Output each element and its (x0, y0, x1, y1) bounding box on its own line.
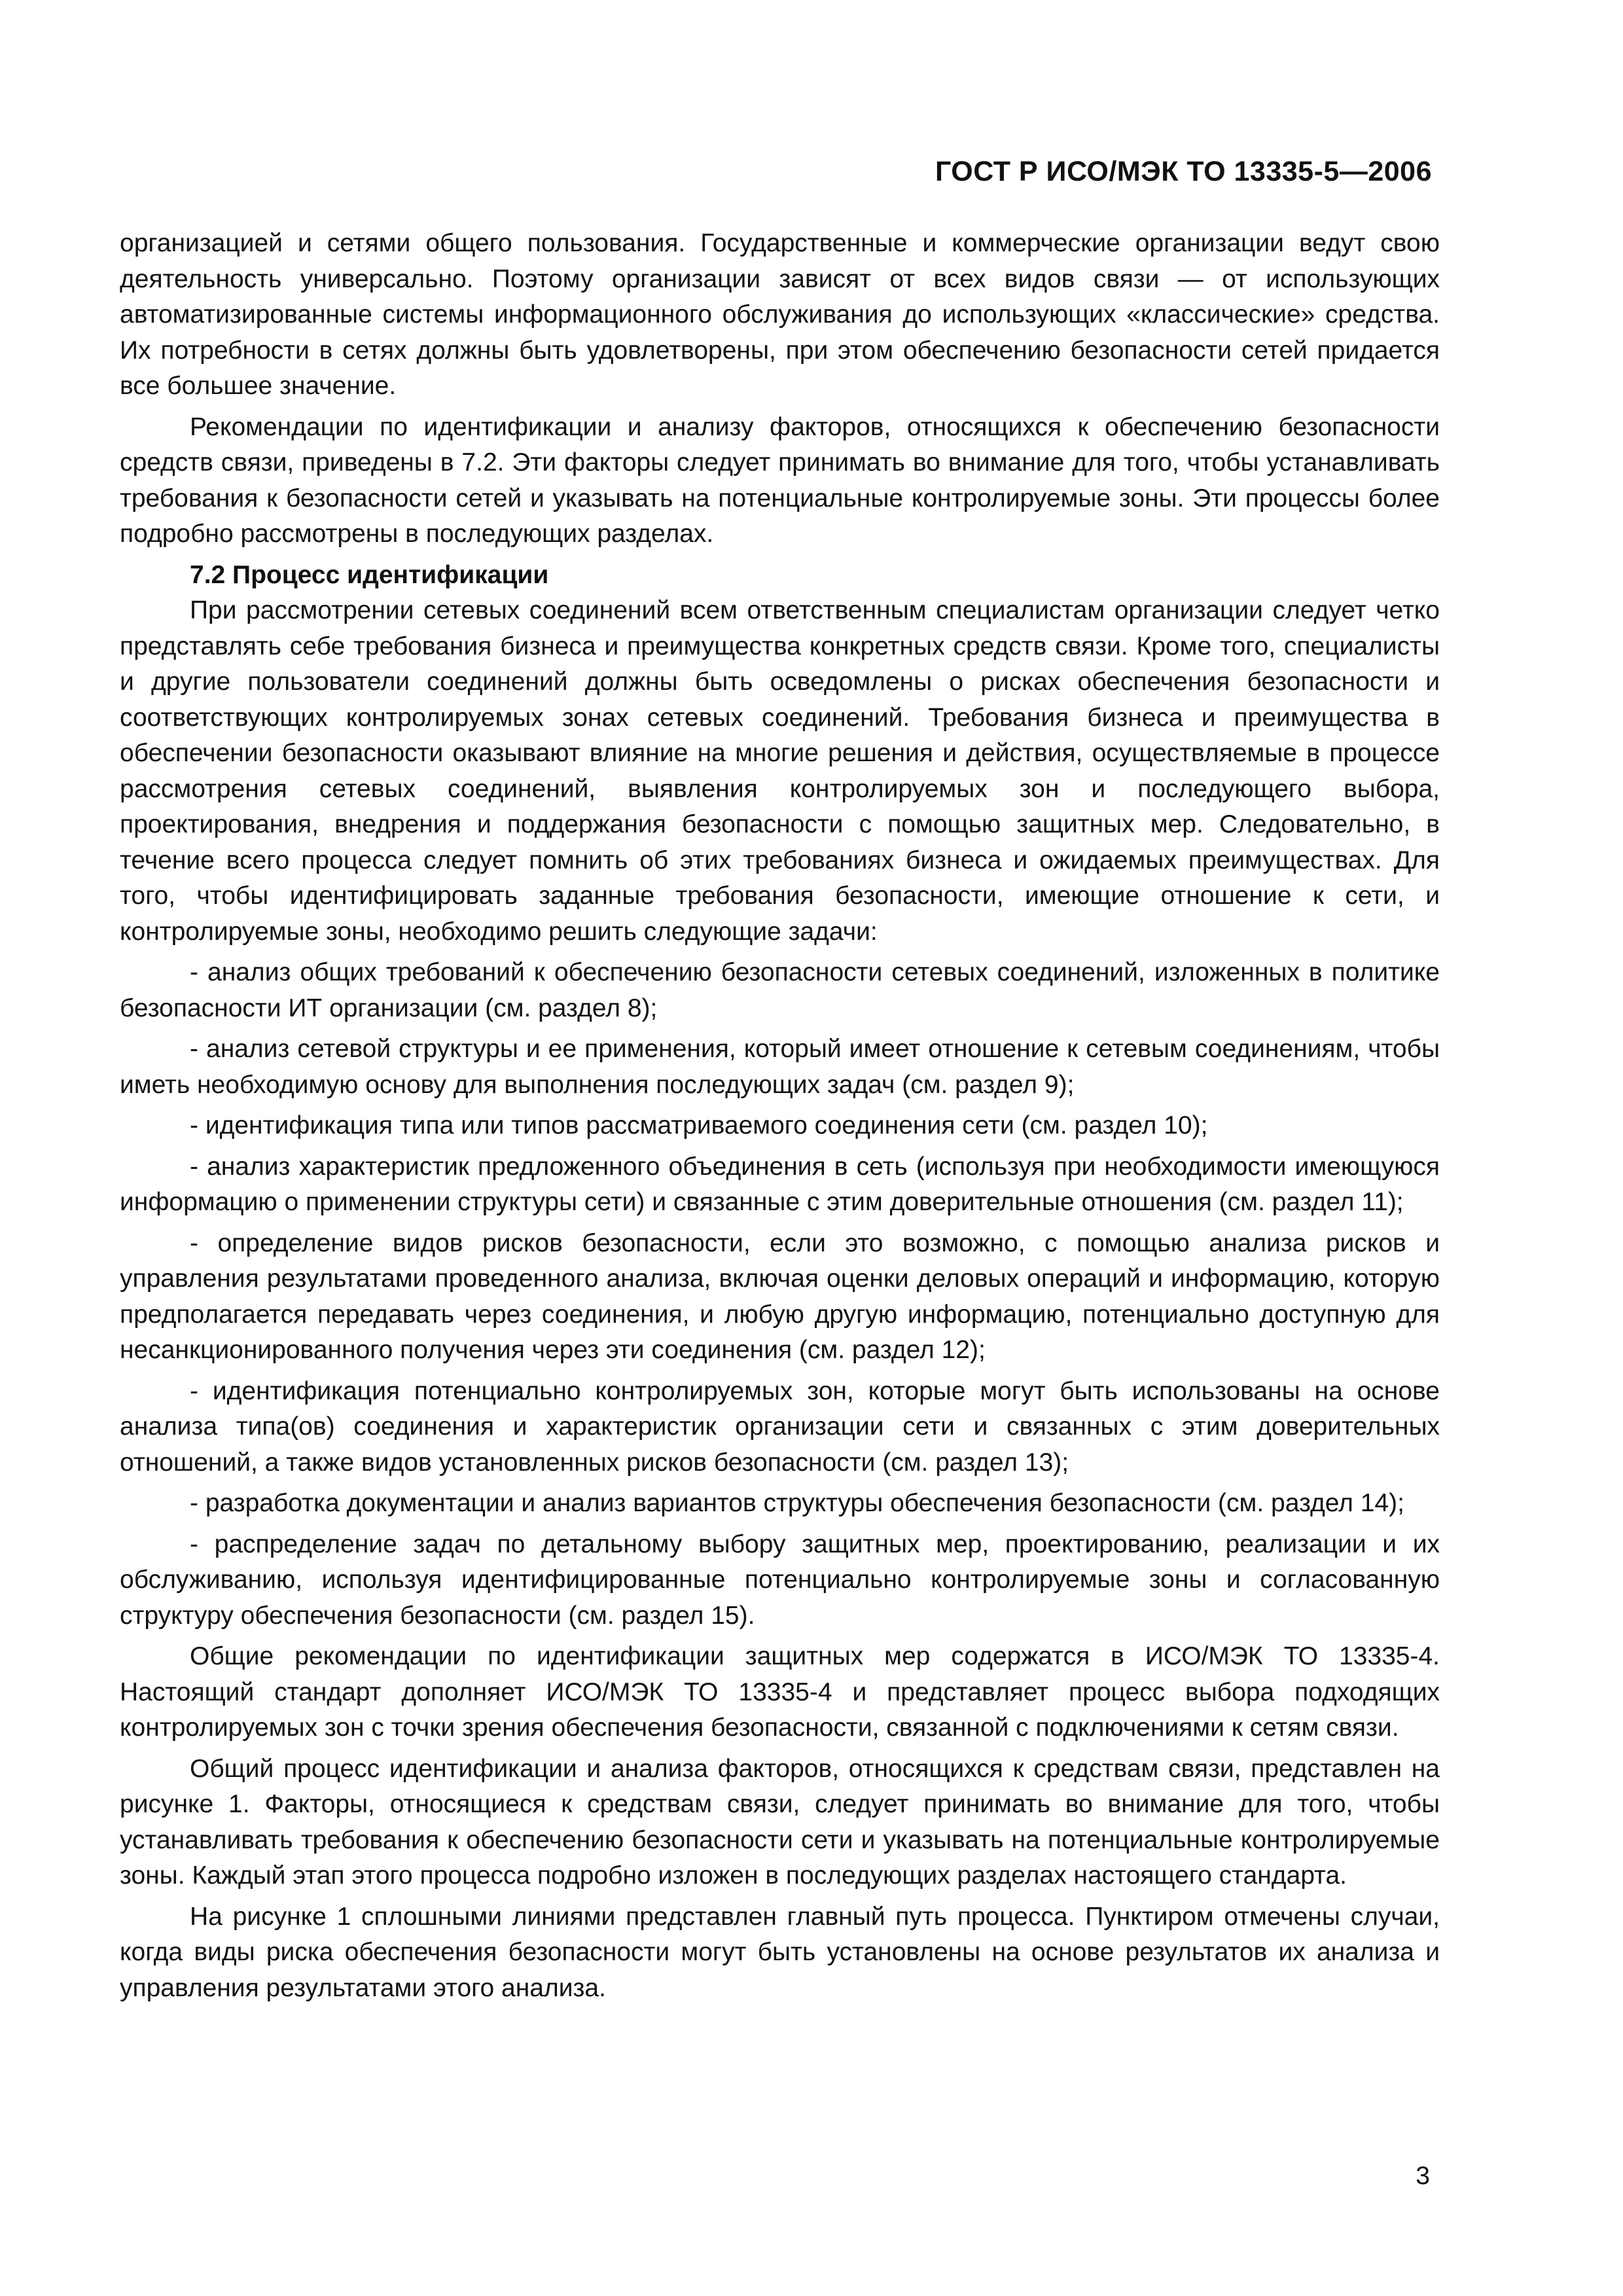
paragraph: На рисунке 1 сплошными линиями представлен главный путь процесса. Пунктиром отмечены случаи, когда виды риска обеспечения безопасности могут быть установлены на основе результатов их анализа и управления результатами этого анализа. (120, 1902, 1440, 2002)
document-header: ГОСТ Р ИСО/МЭК ТО 13335-5—2006 (935, 156, 1432, 187)
page-body (120, 226, 1440, 2011)
paragraph: Общий процесс идентификации и анализа факторов, относящихся к средствам связи, представлен на рисунке 1. Факторы, относящиеся к средствам связи, следует принимать во внимание для того, чтобы устанавливать требования к обеспечению безопасности сети и указывать на потенциальные контролируемые зоны. Каждый этап этого процесса подробно изложен в последующих разделах настоящего стандарта. (120, 1754, 1440, 1890)
paragraph: При рассмотрении сетевых соединений всем ответственным специалистам организации следует четко представлять себе требования бизнеса и преимущества конкретных средств связи. Кроме того, специалисты и другие пользователи соединений должны быть осведомлены о рисках обеспечения безопасности и соответствующих контролируемых зонах сетевых соединений. Требования бизнеса и преимущества в обеспечении безопасности оказывают влияние на многие решения и действия, осуществляемые в процессе рассмотрения сетевых соединений, выявления контролируемых зон и последующего выбора, проектирования, внедрения и поддержания безопасности с помощью защитных мер. Следовательно, в течение всего процесса следует помнить об этих требованиях бизнеса и ожидаемых преимуществах. Для того, чтобы идентифицировать заданные требования безопасности, имеющие отношение к сети, и контролируемые зоны, необходимо решить следующие задачи: (120, 596, 1440, 946)
section-heading: 7.2 Процесс идентификации (190, 560, 549, 589)
list-item: - анализ характеристик предложенного объединения в сеть (используя при необходимости имеющуюся информацию о применении структуры сети) и связанные с этим доверительные отношения (см. раздел 11); (120, 1152, 1440, 1216)
page-number: 3 (1416, 2162, 1430, 2190)
list-item: - разработка документации и анализ вариантов структуры обеспечения безопасности (см. раздел 14); (190, 1489, 1404, 1517)
list-item: - идентификация потенциально контролируемых зон, которые могут быть использованы на основе анализа типа(ов) соединения и характеристик организации сети и связанных с этим доверительных отношений, а также видов установленных рисков безопасности (см. раздел 13); (120, 1376, 1440, 1477)
list-item: - анализ общих требований к обеспечению безопасности сетевых соединений, изложенных в политике безопасности ИТ организации (см. раздел 8); (120, 958, 1440, 1022)
list-item: - анализ сетевой структуры и ее применения, который имеет отношение к сетевым соединениям, чтобы иметь необходимую основу для выполнения последующих задач (см. раздел 9); (120, 1035, 1440, 1099)
paragraph: Общие рекомендации по идентификации защитных мер содержатся в ИСО/МЭК ТО 13335-4. Настоящий стандарт дополняет ИСО/МЭК ТО 13335-4 и представляет процесс выбора подходящих контролируемых зон с точки зрения обеспечения безопасности, связанной с подключениями к сетям связи. (120, 1642, 1440, 1742)
list-item: - определение видов рисков безопасности, если это возможно, с помощью анализа рисков и управления результатами проведенного анализа, включая оценки деловых операций и информацию, которую предполагается передавать через соединения, и любую другую информацию, потенциально доступную для несанкционированного получения через эти соединения (см. раздел 12); (120, 1229, 1440, 1364)
paragraph: Рекомендации по идентификации и анализу факторов, относящихся к обеспечению безопасности средств связи, приведены в 7.2. Эти факторы следует принимать во внимание для того, чтобы устанавливать требования к безопасности сетей и указывать на потенциальные контролируемые зоны. Эти процессы более подробно рассмотрены в последующих разделах. (120, 412, 1440, 548)
list-item: - идентификация типа или типов рассматриваемого соединения сети (см. раздел 10); (190, 1111, 1208, 1139)
paragraph-continuation: организацией и сетями общего пользования. Государственные и коммерческие организации ведут свою деятельность универсально. Поэтому организации зависят от всех видов связи — от использующих автоматизированные системы информационного обслуживания до использующих «классические» средства. Их потребности в сетях должны быть удовлетворены, при этом обеспечению безопасности сетей придается все большее значение. (120, 229, 1440, 400)
list-item: - распределение задач по детальному выбору защитных мер, проектированию, реализации и их обслуживанию, используя идентифицированные потенциально контролируемые зоны и согласованную структуру обеспечения безопасности (см. раздел 15). (120, 1530, 1440, 1630)
